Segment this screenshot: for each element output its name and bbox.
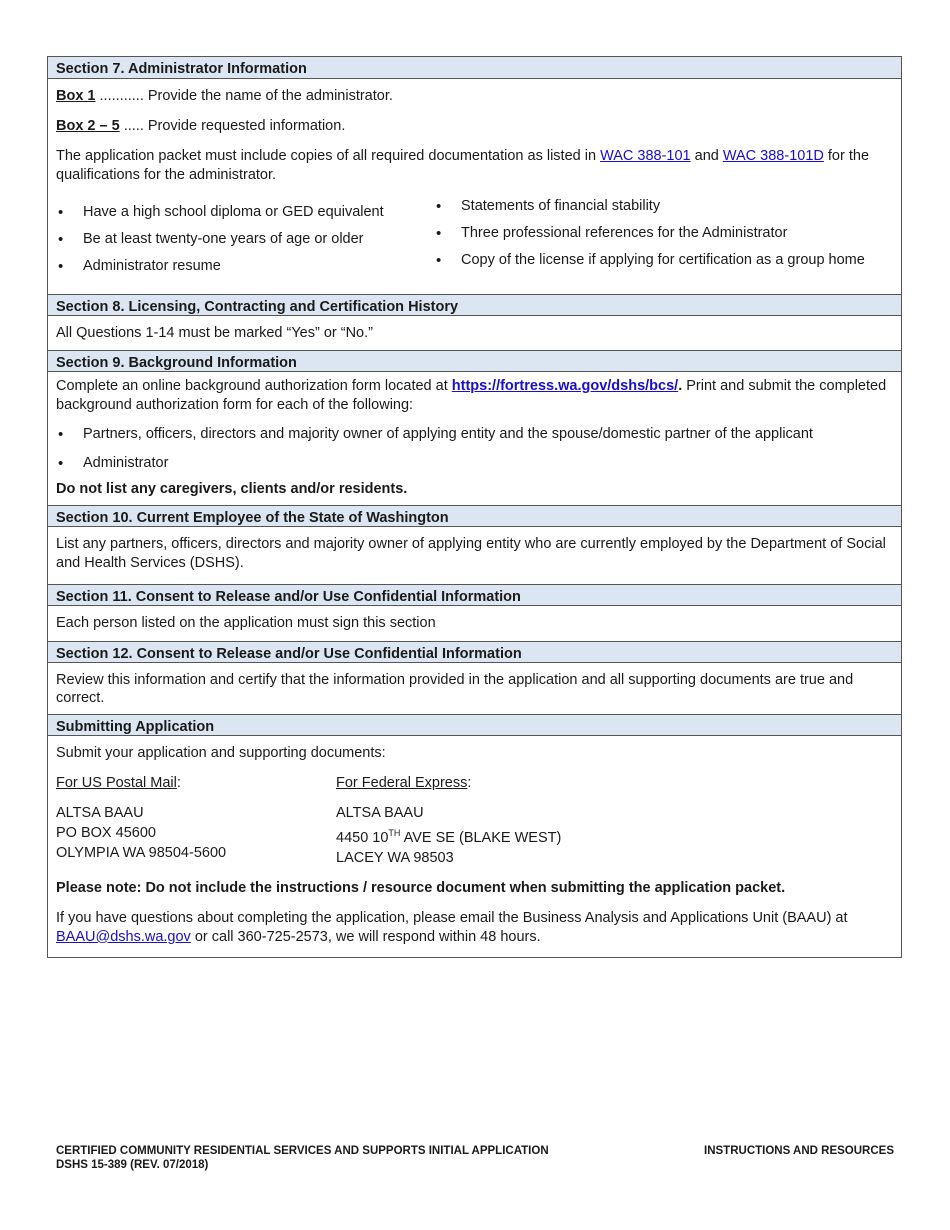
addresses bbox=[56, 793, 893, 868]
requirements-list-right bbox=[434, 197, 893, 276]
fedex-address bbox=[336, 803, 561, 868]
requirements-columns bbox=[56, 185, 893, 294]
section-9-body bbox=[48, 372, 901, 505]
section-8-text: All Questions 1-14 must be marked “Yes” or “No.” bbox=[56, 325, 373, 341]
section-8-body bbox=[48, 316, 901, 350]
box2-line bbox=[56, 106, 893, 136]
address-line: ALTSA BAAU bbox=[56, 805, 144, 821]
box2-label: Box 2 – 5 bbox=[56, 118, 120, 134]
page-footer bbox=[56, 1144, 894, 1172]
contact-paragraph: If you have questions about completing the application, please email the Business Analysis and Applications Unit (BAAU) at BAAU@dshs.wa.gov or call 360-725-2573, we will respond within 48 hours. bbox=[56, 909, 848, 945]
address-line: PO BOX 45600 bbox=[56, 825, 156, 841]
postal-mail-label: For US Postal Mail: bbox=[56, 775, 181, 791]
background-paragraph: Complete an online background authorization form located at https://fortress.wa.gov/dshs/bcs/. Print and submit the completed background authorization form for each of the following: bbox=[56, 378, 887, 413]
footer-form-title: CERTIFIED COMMUNITY RESIDENTIAL SERVICES AND SUPPORTS INITIAL APPLICATION bbox=[56, 1145, 549, 1157]
footer-form-id: DSHS 15-389 (REV. 07/2018) bbox=[56, 1159, 209, 1171]
address-line: LACEY WA 98503 bbox=[336, 849, 454, 866]
box1-line bbox=[56, 79, 893, 106]
address-line: OLYMPIA WA 98504-5600 bbox=[56, 845, 227, 861]
list-item: • Partners, officers, directors and majority owner of applying entity and the spouse/domestic partner of the applicant bbox=[56, 425, 893, 444]
section-12-body bbox=[48, 663, 901, 714]
box1-text: ........... Provide the name of the administrator. bbox=[95, 88, 393, 104]
section-11-header: Section 11. Consent to Release and/or Use Confidential Information bbox=[48, 584, 901, 606]
baau-email-link[interactable]: BAAU@dshs.wa.gov bbox=[56, 928, 191, 945]
list-item: • Statements of financial stability bbox=[434, 197, 893, 216]
fedex-label: For Federal Express: bbox=[336, 775, 472, 791]
submitting-header: Submitting Application bbox=[48, 714, 901, 736]
section-7-body bbox=[48, 79, 901, 294]
list-item: • Administrator bbox=[56, 454, 893, 473]
footer-right-label: INSTRUCTIONS AND RESOURCES bbox=[704, 1145, 894, 1157]
address-line: ALTSA BAAU bbox=[336, 805, 424, 821]
list-item: • Copy of the license if applying for certification as a group home bbox=[434, 251, 893, 270]
section-8-header: Section 8. Licensing, Contracting and Certification History bbox=[48, 294, 901, 316]
section-10-text: List any partners, officers, directors and majority owner of applying entity who are currently employed by the Department of Social and Health Services (DSHS). bbox=[56, 536, 886, 571]
box2-text: ..... Provide requested information. bbox=[119, 118, 346, 134]
section-9-header: Section 9. Background Information bbox=[48, 350, 901, 372]
background-list bbox=[56, 415, 893, 473]
requirements-list-left bbox=[56, 197, 434, 276]
address-labels bbox=[56, 763, 893, 793]
section-10-header: Section 10. Current Employee of the State of Washington bbox=[48, 505, 901, 527]
submitting-body bbox=[48, 736, 901, 957]
fortress-bcs-link[interactable]: https://fortress.wa.gov/dshs/bcs/ bbox=[451, 378, 679, 394]
section-10-body bbox=[48, 527, 901, 584]
submit-intro: Submit your application and supporting documents: bbox=[56, 745, 386, 761]
list-item: • Administrator resume bbox=[56, 257, 434, 276]
address-line: 4450 10TH AVE SE (BLAKE WEST) bbox=[336, 828, 562, 846]
list-item: • Be at least twenty-one years of age or older bbox=[56, 230, 434, 249]
documentation-paragraph: The application packet must include copies of all required documentation as listed in WAC 388-101 and WAC 388-101D for the qualifications for the administrator. bbox=[56, 148, 870, 183]
background-note: Do not list any caregivers, clients and/or residents. bbox=[56, 481, 408, 497]
section-12-header: Section 12. Consent to Release and/or Use Confidential Information bbox=[48, 641, 901, 663]
wac-388-101d-link[interactable]: WAC 388-101D bbox=[722, 148, 824, 164]
section-11-text: Each person listed on the application must sign this section bbox=[56, 615, 436, 631]
submission-note: Please note: Do not include the instructions / resource document when submitting the application packet. bbox=[56, 879, 786, 896]
section-7-header: Section 7. Administrator Information bbox=[48, 57, 901, 79]
postal-address bbox=[56, 803, 336, 868]
section-12-text: Review this information and certify that the information provided in the application and all supporting documents are true and correct. bbox=[56, 672, 854, 706]
instructions-document bbox=[47, 56, 902, 958]
wac-388-101-link[interactable]: WAC 388-101 bbox=[600, 148, 691, 164]
box1-label: Box 1 bbox=[56, 88, 96, 104]
list-item: • Three professional references for the Administrator bbox=[434, 224, 893, 243]
list-item: • Have a high school diploma or GED equivalent bbox=[56, 203, 434, 222]
section-11-body bbox=[48, 606, 901, 641]
